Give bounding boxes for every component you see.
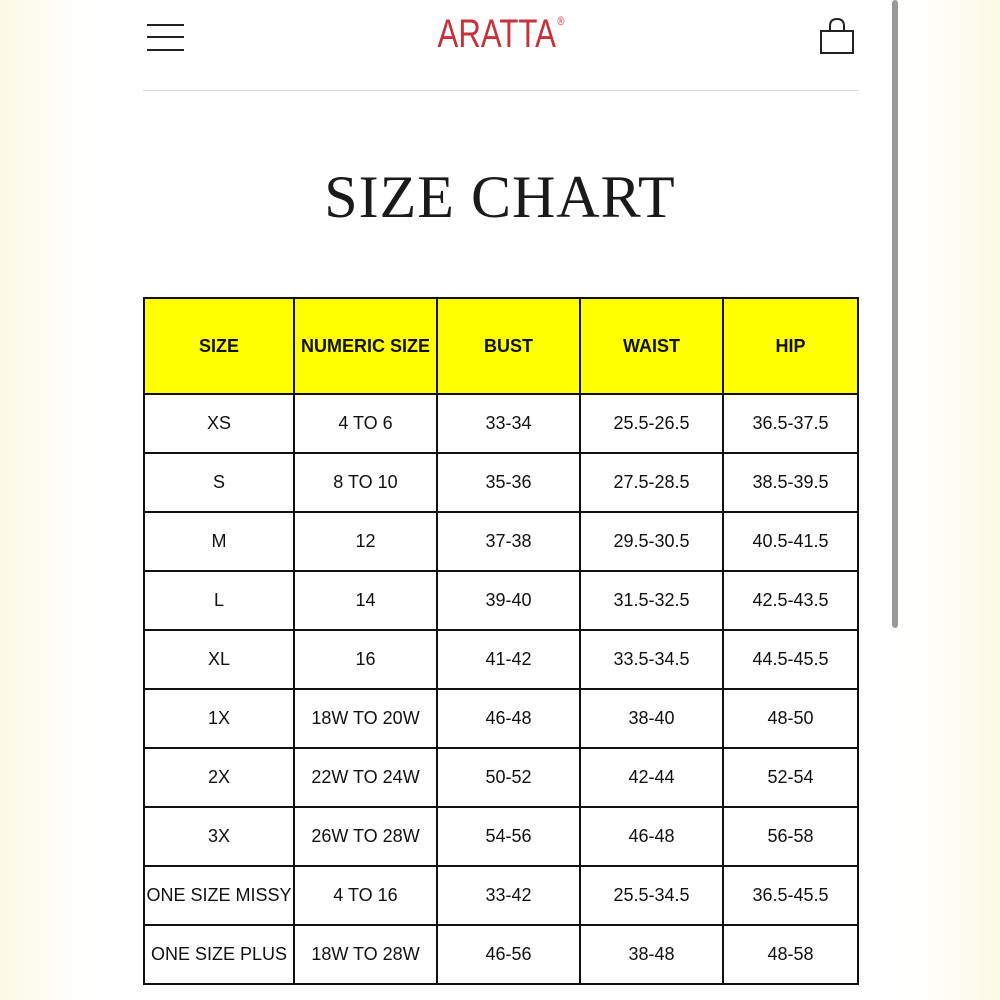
cell-bust: 37-38: [437, 512, 580, 571]
table-row: [144, 748, 858, 807]
main-content: [100, 0, 900, 1000]
cell-hip: 44.5-45.5: [723, 630, 858, 689]
header-bust: BUST: [437, 298, 580, 394]
cell-numeric-size: 22W TO 24W: [294, 748, 437, 807]
brand-logo[interactable]: [222, 12, 780, 57]
cell-bust: 46-48: [437, 689, 580, 748]
cell-waist: 31.5-32.5: [580, 571, 723, 630]
table-row: [144, 866, 858, 925]
site-header: [143, 0, 859, 91]
cell-waist: 38-40: [580, 689, 723, 748]
cell-size: XS: [144, 394, 294, 453]
cell-numeric-size: 18W TO 20W: [294, 689, 437, 748]
brand-name: ARATTA: [437, 12, 556, 56]
table-row: [144, 925, 858, 984]
hamburger-menu-icon[interactable]: [147, 22, 185, 54]
cell-size: ONE SIZE MISSY: [144, 866, 294, 925]
cell-bust: 39-40: [437, 571, 580, 630]
cell-bust: 33-42: [437, 866, 580, 925]
cell-hip: 36.5-37.5: [723, 394, 858, 453]
cell-waist: 25.5-26.5: [580, 394, 723, 453]
cell-hip: 42.5-43.5: [723, 571, 858, 630]
scrollbar[interactable]: [892, 0, 898, 628]
cell-bust: 46-56: [437, 925, 580, 984]
cell-waist: 25.5-34.5: [580, 866, 723, 925]
cell-numeric-size: 26W TO 28W: [294, 807, 437, 866]
table-row: [144, 689, 858, 748]
cell-waist: 38-48: [580, 925, 723, 984]
table-row: [144, 807, 858, 866]
header-numeric-size: NUMERIC SIZE: [294, 298, 437, 394]
cell-waist: 29.5-30.5: [580, 512, 723, 571]
cell-numeric-size: 4 TO 6: [294, 394, 437, 453]
cell-bust: 54-56: [437, 807, 580, 866]
table-row: [144, 571, 858, 630]
table-body: [144, 394, 858, 984]
cell-hip: 38.5-39.5: [723, 453, 858, 512]
header-waist: WAIST: [580, 298, 723, 394]
cell-size: XL: [144, 630, 294, 689]
table-row: [144, 630, 858, 689]
cell-size: ONE SIZE PLUS: [144, 925, 294, 984]
cell-waist: 33.5-34.5: [580, 630, 723, 689]
cell-hip: 56-58: [723, 807, 858, 866]
size-chart-table: [143, 297, 859, 985]
cell-size: 1X: [144, 689, 294, 748]
table-row: [144, 394, 858, 453]
cell-bust: 50-52: [437, 748, 580, 807]
cell-hip: 40.5-41.5: [723, 512, 858, 571]
cell-hip: 52-54: [723, 748, 858, 807]
table-row: [144, 512, 858, 571]
cell-waist: 46-48: [580, 807, 723, 866]
cell-size: L: [144, 571, 294, 630]
cell-hip: 48-50: [723, 689, 858, 748]
page-title: SIZE CHART: [324, 164, 676, 230]
cell-bust: 35-36: [437, 453, 580, 512]
cell-size: S: [144, 453, 294, 512]
cell-numeric-size: 18W TO 28W: [294, 925, 437, 984]
cell-hip: 36.5-45.5: [723, 866, 858, 925]
cell-numeric-size: 4 TO 16: [294, 866, 437, 925]
cell-size: 2X: [144, 748, 294, 807]
table-row: [144, 453, 858, 512]
cell-size: M: [144, 512, 294, 571]
cell-numeric-size: 12: [294, 512, 437, 571]
table-header-row: [144, 298, 858, 394]
cell-bust: 33-34: [437, 394, 580, 453]
cell-hip: 48-58: [723, 925, 858, 984]
header-size: SIZE: [144, 298, 294, 394]
cell-numeric-size: 14: [294, 571, 437, 630]
shopping-bag-icon[interactable]: [819, 16, 855, 56]
cell-waist: 27.5-28.5: [580, 453, 723, 512]
header-hip: HIP: [723, 298, 858, 394]
cell-waist: 42-44: [580, 748, 723, 807]
cell-size: 3X: [144, 807, 294, 866]
registered-mark: ®: [557, 14, 565, 28]
cell-numeric-size: 8 TO 10: [294, 453, 437, 512]
cell-numeric-size: 16: [294, 630, 437, 689]
cell-bust: 41-42: [437, 630, 580, 689]
